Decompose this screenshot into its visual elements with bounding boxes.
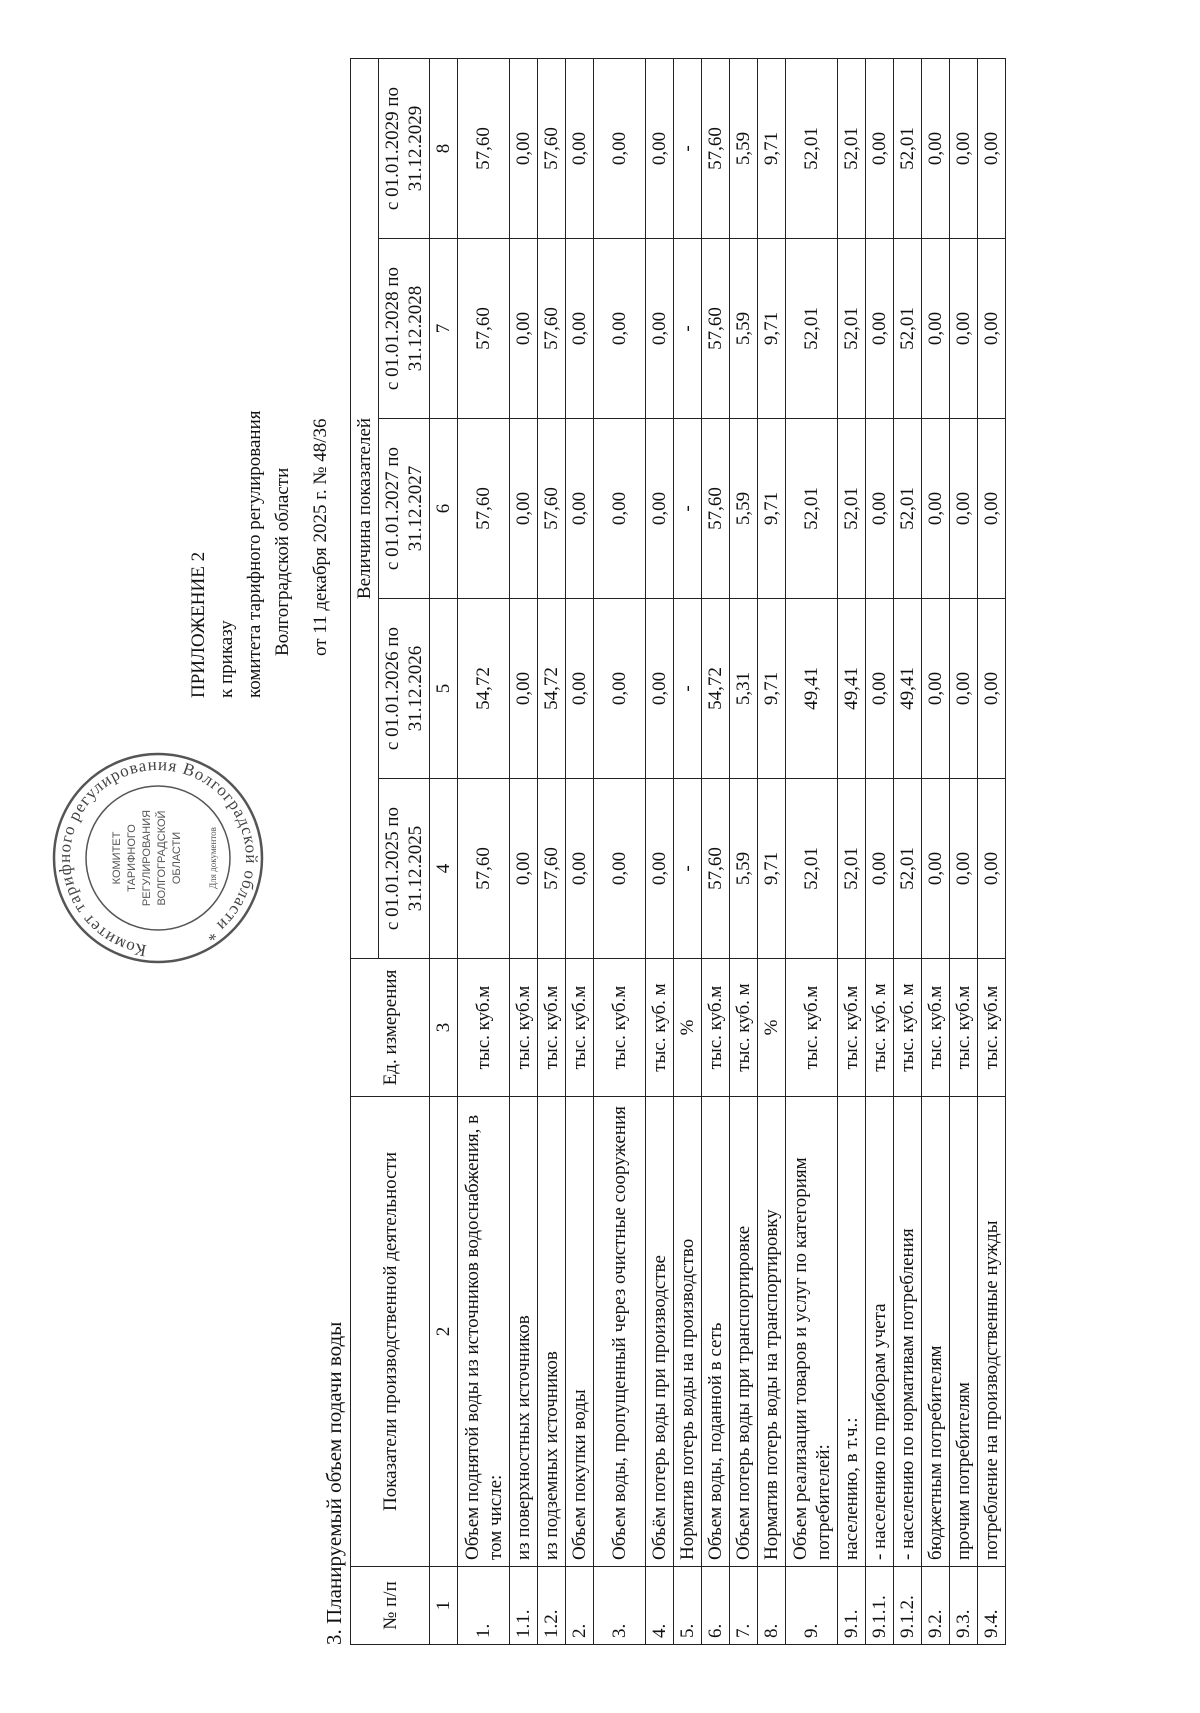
water-supply-table <box>350 58 1006 1645</box>
row-value: 0,00 <box>978 779 1006 959</box>
row-value: 0,00 <box>866 59 894 239</box>
header-period: с 01.01.2027 по 31.12.2027 <box>379 419 430 599</box>
table-row <box>702 59 730 1645</box>
row-value: - <box>674 419 702 599</box>
row-number: 2. <box>566 1567 594 1645</box>
row-indicator: из подземных источников <box>538 1097 566 1567</box>
appendix-header <box>185 410 335 698</box>
row-value: 49,41 <box>838 599 866 779</box>
row-value: 57,60 <box>702 59 730 239</box>
row-value: 0,00 <box>922 59 950 239</box>
row-indicator: прочим потребителям <box>950 1097 978 1567</box>
row-value: 0,00 <box>922 779 950 959</box>
table-row <box>950 59 978 1645</box>
column-number: 6 <box>430 419 458 599</box>
header-period: с 01.01.2028 по 31.12.2028 <box>379 239 430 419</box>
row-indicator: Объем поднятой воды из источников водоснабжения, в том числе: <box>458 1097 510 1567</box>
column-number: 2 <box>430 1097 458 1567</box>
row-unit: тыс. куб.м <box>702 959 730 1097</box>
row-value: 0,00 <box>922 599 950 779</box>
row-value: 0,00 <box>566 419 594 599</box>
row-value: 52,01 <box>786 59 838 239</box>
row-number: 1. <box>458 1567 510 1645</box>
row-value: 0,00 <box>978 59 1006 239</box>
table-row <box>894 59 922 1645</box>
table-row <box>566 59 594 1645</box>
row-value: - <box>674 239 702 419</box>
row-number: 6. <box>702 1567 730 1645</box>
row-value: 57,60 <box>458 59 510 239</box>
row-value: 5,59 <box>730 59 758 239</box>
seal-inner-line: КОМИТЕТ <box>111 831 123 885</box>
row-value: 0,00 <box>594 239 646 419</box>
row-value: 0,00 <box>594 599 646 779</box>
column-number: 8 <box>430 59 458 239</box>
row-indicator: Объем потерь воды при транспортировке <box>730 1097 758 1567</box>
row-number: 9.4. <box>978 1567 1006 1645</box>
row-value: 0,00 <box>950 239 978 419</box>
table-row <box>510 59 538 1645</box>
row-number: 9.3. <box>950 1567 978 1645</box>
table-row <box>674 59 702 1645</box>
seal-inner-line: РЕГУЛИРОВАНИЯ <box>141 809 153 907</box>
row-indicator: потребление на производственные нужды <box>978 1097 1006 1567</box>
row-number: 9.2. <box>922 1567 950 1645</box>
row-number: 9.1.1. <box>866 1567 894 1645</box>
table-row <box>646 59 674 1645</box>
region-name: Волгоградской области <box>272 467 293 656</box>
row-number: 1.1. <box>510 1567 538 1645</box>
row-value: 0,00 <box>566 599 594 779</box>
row-unit: тыс. куб. м <box>646 959 674 1097</box>
row-value: 5,59 <box>730 419 758 599</box>
row-value: 0,00 <box>978 419 1006 599</box>
table-row <box>538 59 566 1645</box>
row-value: 0,00 <box>866 419 894 599</box>
table-row <box>838 59 866 1645</box>
row-number: 9. <box>786 1567 838 1645</box>
row-value: 0,00 <box>950 419 978 599</box>
row-value: 52,01 <box>786 419 838 599</box>
committee-name: комитета тарифного регулирования <box>244 410 265 698</box>
row-value: 57,60 <box>538 59 566 239</box>
row-value: 0,00 <box>866 779 894 959</box>
table-row <box>922 59 950 1645</box>
row-number: 9.1.2. <box>894 1567 922 1645</box>
row-value: 52,01 <box>838 419 866 599</box>
seal-inner-line: ТАРИФНОГО <box>126 824 138 892</box>
row-value: 9,71 <box>758 239 786 419</box>
row-value: 0,00 <box>566 239 594 419</box>
row-value: 0,00 <box>978 239 1006 419</box>
section-title: 3. Планируемый объем подачи воды <box>322 1321 346 1645</box>
row-value: 49,41 <box>786 599 838 779</box>
row-value: 0,00 <box>646 59 674 239</box>
row-value: 0,00 <box>510 59 538 239</box>
row-value: - <box>674 779 702 959</box>
table-row <box>866 59 894 1645</box>
row-unit: тыс. куб. м <box>894 959 922 1097</box>
header-num: № п/п <box>351 1567 430 1645</box>
row-value: 57,60 <box>538 239 566 419</box>
seal-graphic <box>48 748 268 968</box>
row-value: 52,01 <box>786 779 838 959</box>
row-value: 0,00 <box>566 779 594 959</box>
row-value: 54,72 <box>458 599 510 779</box>
row-value: 0,00 <box>922 419 950 599</box>
row-unit: тыс. куб.м <box>538 959 566 1097</box>
row-value: 52,01 <box>838 59 866 239</box>
row-number: 3. <box>594 1567 646 1645</box>
row-value: 49,41 <box>894 599 922 779</box>
header-period: с 01.01.2025 по 31.12.2025 <box>379 779 430 959</box>
seal-bottom-text: Для документов <box>208 827 218 889</box>
row-value: 57,60 <box>702 779 730 959</box>
header-period: с 01.01.2029 по 31.12.2029 <box>379 59 430 239</box>
row-indicator: - населению по нормативам потребления <box>894 1097 922 1567</box>
header-period: с 01.01.2026 по 31.12.2026 <box>379 599 430 779</box>
row-value: 57,60 <box>458 419 510 599</box>
row-number: 4. <box>646 1567 674 1645</box>
row-value: 9,71 <box>758 599 786 779</box>
row-value: 0,00 <box>510 599 538 779</box>
header-indicator: Показатели производственной деятельности <box>351 1097 430 1567</box>
row-unit: % <box>674 959 702 1097</box>
header-unit: Ед. измерения <box>351 959 430 1097</box>
row-number: 9.1. <box>838 1567 866 1645</box>
table-row <box>978 59 1006 1645</box>
row-value: 0,00 <box>646 239 674 419</box>
row-value: 52,01 <box>838 779 866 959</box>
row-value: 0,00 <box>566 59 594 239</box>
official-seal <box>48 748 268 968</box>
row-value: 0,00 <box>646 779 674 959</box>
column-number: 5 <box>430 599 458 779</box>
row-indicator: Норматив потерь воды на транспортировку <box>758 1097 786 1567</box>
row-value: 0,00 <box>510 779 538 959</box>
row-indicator: Объем покупки воды <box>566 1097 594 1567</box>
table-row <box>458 59 510 1645</box>
row-value: 5,59 <box>730 779 758 959</box>
row-unit: тыс. куб.м <box>594 959 646 1097</box>
row-value: 0,00 <box>510 419 538 599</box>
order-date: от 11 декабря 2025 г. № 48/36 <box>310 418 331 656</box>
row-unit: % <box>758 959 786 1097</box>
row-unit: тыс. куб. м <box>866 959 894 1097</box>
row-number: 1.2. <box>538 1567 566 1645</box>
row-value: 0,00 <box>922 239 950 419</box>
row-unit: тыс. куб.м <box>838 959 866 1097</box>
row-value: 0,00 <box>866 599 894 779</box>
row-value: 5,59 <box>730 239 758 419</box>
row-value: 0,00 <box>594 59 646 239</box>
row-value: 0,00 <box>950 779 978 959</box>
row-value: 57,60 <box>538 779 566 959</box>
row-value: 9,71 <box>758 419 786 599</box>
row-value: 0,00 <box>866 239 894 419</box>
row-value: 52,01 <box>786 239 838 419</box>
row-number: 7. <box>730 1567 758 1645</box>
row-value: 57,60 <box>702 239 730 419</box>
column-number: 7 <box>430 239 458 419</box>
appendix-title: ПРИЛОЖЕНИЕ 2 <box>188 551 209 698</box>
row-unit: тыс. куб.м <box>510 959 538 1097</box>
seal-inner-line: ОБЛАСТИ <box>171 831 183 885</box>
row-value: 0,00 <box>950 59 978 239</box>
row-value: 9,71 <box>758 59 786 239</box>
row-value: 0,00 <box>510 239 538 419</box>
row-indicator: Норматив потерь воды на производство <box>674 1097 702 1567</box>
column-number-row <box>430 59 458 1645</box>
row-value: 57,60 <box>458 779 510 959</box>
row-value: 57,60 <box>458 239 510 419</box>
row-value: 52,01 <box>894 779 922 959</box>
row-number: 5. <box>674 1567 702 1645</box>
row-indicator: населению, в т.ч.: <box>838 1097 866 1567</box>
row-indicator: Объем воды, пропущенный через очистные сооружения <box>594 1097 646 1567</box>
row-unit: тыс. куб.м <box>786 959 838 1097</box>
column-number: 1 <box>430 1567 458 1645</box>
table-row <box>786 59 838 1645</box>
row-number: 8. <box>758 1567 786 1645</box>
row-unit: тыс. куб. м <box>730 959 758 1097</box>
row-unit: тыс. куб.м <box>950 959 978 1097</box>
row-value: 52,01 <box>894 59 922 239</box>
row-value: 54,72 <box>702 599 730 779</box>
row-indicator: Объём потерь воды при производстве <box>646 1097 674 1567</box>
row-indicator: - населению по приборам учета <box>866 1097 894 1567</box>
table-row <box>594 59 646 1645</box>
row-value: 0,00 <box>646 419 674 599</box>
row-unit: тыс. куб.м <box>566 959 594 1097</box>
row-unit: тыс. куб.м <box>978 959 1006 1097</box>
seal-inner-text <box>111 810 183 906</box>
table-row <box>758 59 786 1645</box>
row-value: 0,00 <box>594 419 646 599</box>
row-indicator: бюджетным потребителям <box>922 1097 950 1567</box>
row-value: 57,60 <box>702 419 730 599</box>
row-value: - <box>674 59 702 239</box>
row-value: 9,71 <box>758 779 786 959</box>
row-indicator: из поверхностных источников <box>510 1097 538 1567</box>
column-number: 4 <box>430 779 458 959</box>
row-value: 0,00 <box>978 599 1006 779</box>
row-value: 52,01 <box>894 419 922 599</box>
row-value: 0,00 <box>594 779 646 959</box>
seal-inner-line: ВОЛГОГРАДСКОЙ <box>156 810 168 906</box>
seal-outer-text: Комитет тарифного регулирования Волгоградской области * <box>54 754 262 961</box>
row-unit: тыс. куб.м <box>458 959 510 1097</box>
row-value: 52,01 <box>838 239 866 419</box>
row-indicator: Объем воды, поданной в сеть <box>702 1097 730 1567</box>
row-value: 5,31 <box>730 599 758 779</box>
column-number: 3 <box>430 959 458 1097</box>
order-reference: к приказу <box>216 620 237 698</box>
row-value: 57,60 <box>538 419 566 599</box>
header-values-group: Величина показателей <box>351 59 379 959</box>
row-value: 0,00 <box>646 599 674 779</box>
table-row <box>730 59 758 1645</box>
row-unit: тыс. куб.м <box>922 959 950 1097</box>
row-value: - <box>674 599 702 779</box>
row-value: 52,01 <box>894 239 922 419</box>
row-indicator: Объем реализации товаров и услуг по категориям потребителей: <box>786 1097 838 1567</box>
row-value: 0,00 <box>950 599 978 779</box>
row-value: 54,72 <box>538 599 566 779</box>
